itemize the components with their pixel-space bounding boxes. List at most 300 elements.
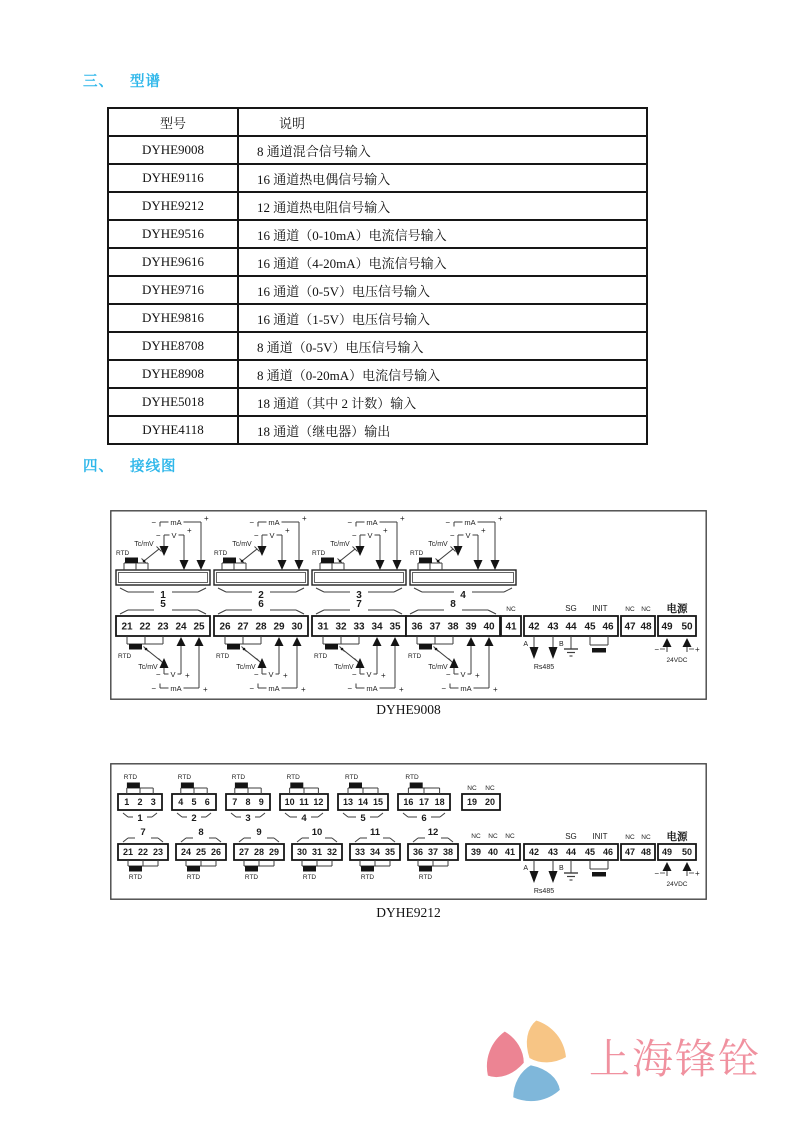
- svg-text:12: 12: [313, 797, 324, 808]
- description-cell: 18 通道（继电器）输出: [238, 416, 647, 444]
- svg-text:37: 37: [429, 621, 441, 633]
- terminal-box: [234, 844, 284, 860]
- svg-text:35: 35: [384, 847, 396, 858]
- logo-petal: [526, 1020, 567, 1063]
- svg-text:5: 5: [160, 599, 166, 610]
- model-table: [107, 107, 648, 445]
- svg-text:+: +: [475, 671, 480, 680]
- svg-text:32: 32: [326, 847, 338, 858]
- svg-text:1: 1: [160, 590, 166, 601]
- svg-text:2: 2: [137, 797, 143, 808]
- svg-text:3: 3: [245, 813, 251, 824]
- svg-text:−: −: [151, 518, 156, 527]
- model-cell: DYHE9816: [108, 304, 238, 332]
- svg-text:NC: NC: [625, 606, 635, 613]
- table-row: [108, 248, 647, 276]
- svg-text:24VDC: 24VDC: [666, 881, 688, 888]
- svg-text:+: +: [481, 526, 486, 535]
- svg-text:3: 3: [150, 797, 156, 808]
- terminal-box: [292, 844, 342, 860]
- svg-text:−: −: [347, 518, 352, 527]
- model-cell: DYHE9008: [108, 136, 238, 164]
- svg-text:6: 6: [421, 813, 427, 824]
- svg-text:22: 22: [139, 621, 151, 633]
- svg-text:−: −: [449, 531, 455, 540]
- svg-text:−: −: [445, 518, 450, 527]
- description-cell: 16 通道（0-10mA）电流信号输入: [238, 220, 647, 248]
- terminal-box: [338, 794, 388, 810]
- svg-text:+: +: [493, 685, 498, 694]
- svg-text:Tc/mV: Tc/mV: [134, 541, 154, 548]
- svg-text:−: −: [253, 670, 259, 679]
- terminal-box: [466, 844, 520, 860]
- svg-text:+: +: [498, 514, 503, 523]
- svg-text:43: 43: [547, 847, 559, 858]
- svg-text:24: 24: [180, 847, 192, 858]
- svg-text:34: 34: [371, 621, 383, 633]
- svg-text:21: 21: [122, 847, 134, 858]
- terminal-box: [524, 844, 618, 860]
- svg-text:+: +: [204, 514, 209, 523]
- description-cell: 16 通道（1-5V）电压信号输入: [238, 304, 647, 332]
- svg-text:B: B: [559, 865, 564, 872]
- section-3-title: 型谱: [130, 74, 161, 90]
- svg-text:电源: 电源: [666, 603, 688, 615]
- svg-text:RTD: RTD: [116, 550, 130, 557]
- svg-text:41: 41: [505, 621, 517, 633]
- svg-text:22: 22: [137, 847, 149, 858]
- svg-text:42: 42: [528, 621, 540, 633]
- svg-text:41: 41: [504, 847, 516, 858]
- terminal-box: [621, 844, 655, 860]
- description-cell: 12 通道热电阻信号输入: [238, 192, 647, 220]
- svg-text:40: 40: [487, 847, 499, 858]
- terminal-box: [116, 616, 210, 636]
- svg-text:RTD: RTD: [405, 774, 419, 781]
- svg-text:49: 49: [661, 621, 673, 633]
- model-cell: DYHE8708: [108, 332, 238, 360]
- svg-text:mA: mA: [366, 518, 378, 527]
- svg-text:35: 35: [389, 621, 401, 633]
- table-row: [108, 388, 647, 416]
- terminal-box: [524, 616, 618, 636]
- svg-text:47: 47: [624, 621, 636, 633]
- svg-text:NC: NC: [625, 834, 635, 841]
- svg-text:26: 26: [219, 621, 231, 633]
- svg-text:19: 19: [466, 797, 478, 808]
- svg-text:33: 33: [354, 847, 366, 858]
- svg-text:31: 31: [317, 621, 329, 633]
- section-4-heading: [83, 455, 177, 476]
- svg-text:10: 10: [311, 827, 323, 838]
- svg-text:+: +: [283, 671, 288, 680]
- svg-text:mA: mA: [464, 518, 476, 527]
- terminal-box: [658, 844, 696, 860]
- svg-text:RTD: RTD: [345, 774, 359, 781]
- svg-text:mA: mA: [268, 518, 280, 527]
- terminal-box: [118, 844, 168, 860]
- svg-text:6: 6: [258, 599, 264, 610]
- terminal-box: [172, 794, 216, 810]
- terminal-box: [226, 794, 270, 810]
- svg-text:45: 45: [584, 847, 596, 858]
- svg-text:2: 2: [258, 590, 264, 601]
- svg-text:2: 2: [191, 813, 197, 824]
- svg-text:45: 45: [584, 621, 596, 633]
- terminal-box: [658, 616, 696, 636]
- svg-text:28: 28: [255, 621, 267, 633]
- svg-text:Tc/mV: Tc/mV: [236, 664, 256, 671]
- table-row: [108, 220, 647, 248]
- svg-text:RTD: RTD: [231, 774, 246, 781]
- svg-text:V: V: [460, 670, 466, 679]
- svg-text:NC: NC: [641, 834, 651, 841]
- svg-text:12: 12: [427, 827, 439, 838]
- svg-text:RTD: RTD: [410, 550, 424, 557]
- svg-text:−: −: [654, 645, 659, 654]
- model-cell: DYHE9516: [108, 220, 238, 248]
- section-4-number: 四、: [83, 459, 114, 475]
- channel-group-top-4: [410, 514, 516, 601]
- svg-text:46: 46: [602, 847, 614, 858]
- svg-text:−: −: [155, 531, 161, 540]
- svg-text:−: −: [351, 531, 357, 540]
- svg-text:42: 42: [528, 847, 540, 858]
- svg-text:18: 18: [434, 797, 445, 808]
- rtd-channel-group-9: [234, 827, 284, 881]
- rtd-channel-group-10: [292, 827, 342, 881]
- model-cell: DYHE8908: [108, 360, 238, 388]
- svg-text:4: 4: [460, 590, 466, 601]
- svg-text:+: +: [381, 671, 386, 680]
- svg-text:Rs485: Rs485: [533, 888, 555, 895]
- svg-text:25: 25: [195, 847, 207, 858]
- svg-text:mA: mA: [170, 518, 182, 527]
- terminal-box: [462, 794, 500, 810]
- section-4-title: 接线图: [130, 459, 177, 475]
- svg-text:38: 38: [442, 847, 454, 858]
- svg-text:+: +: [400, 514, 405, 523]
- svg-text:RTD: RTD: [118, 653, 132, 660]
- terminal-box: [408, 844, 458, 860]
- svg-text:−: −: [151, 684, 156, 693]
- svg-text:9: 9: [258, 797, 264, 808]
- svg-text:7: 7: [232, 797, 238, 808]
- terminal-box: [350, 844, 400, 860]
- svg-text:10: 10: [284, 797, 295, 808]
- rtd-channel-group-4: [280, 774, 328, 824]
- section-3-heading: [83, 70, 161, 91]
- svg-text:A: A: [523, 865, 528, 872]
- svg-text:INIT: INIT: [592, 604, 608, 613]
- svg-text:Tc/mV: Tc/mV: [232, 541, 252, 548]
- svg-text:NC: NC: [506, 606, 516, 613]
- svg-text:−: −: [249, 684, 254, 693]
- description-cell: 8 通道（0-20mA）电流信号输入: [238, 360, 647, 388]
- svg-text:24: 24: [175, 621, 187, 633]
- svg-text:44: 44: [565, 621, 577, 633]
- rtd-channel-group-12: [408, 827, 458, 881]
- rtd-channel-group-5: [338, 774, 388, 824]
- svg-text:50: 50: [681, 621, 693, 633]
- svg-text:B: B: [559, 641, 564, 648]
- terminal-box: [312, 616, 406, 636]
- svg-text:11: 11: [299, 797, 309, 808]
- svg-text:26: 26: [210, 847, 222, 858]
- rtd-channel-group-11: [350, 827, 400, 881]
- model-cell: DYHE9716: [108, 276, 238, 304]
- svg-text:RTD: RTD: [186, 874, 201, 881]
- svg-text:RTD: RTD: [408, 653, 422, 660]
- table-row: [108, 192, 647, 220]
- svg-text:电源: 电源: [666, 831, 688, 843]
- terminal-box: [501, 616, 521, 636]
- svg-text:mA: mA: [268, 684, 280, 693]
- model-cell: DYHE9616: [108, 248, 238, 276]
- svg-text:37: 37: [427, 847, 439, 858]
- description-cell: 16 通道（0-5V）电压信号输入: [238, 276, 647, 304]
- table-row: [108, 304, 647, 332]
- model-cell: DYHE5018: [108, 388, 238, 416]
- svg-text:9: 9: [256, 827, 262, 838]
- svg-text:V: V: [171, 531, 177, 540]
- svg-text:Tc/mV: Tc/mV: [428, 664, 448, 671]
- terminal-box: [176, 844, 226, 860]
- svg-text:7: 7: [356, 599, 362, 610]
- svg-text:RTD: RTD: [214, 550, 228, 557]
- rtd-channel-group-3: [226, 774, 270, 824]
- svg-text:20: 20: [484, 797, 496, 808]
- rtd-channel-group-7: [118, 827, 168, 881]
- svg-text:V: V: [170, 670, 176, 679]
- svg-text:−: −: [155, 670, 161, 679]
- svg-text:+: +: [187, 526, 192, 535]
- svg-text:1: 1: [137, 813, 143, 824]
- svg-text:−: −: [351, 670, 357, 679]
- svg-text:30: 30: [296, 847, 308, 858]
- svg-text:39: 39: [470, 847, 482, 858]
- svg-text:−: −: [441, 684, 446, 693]
- svg-text:30: 30: [291, 621, 303, 633]
- svg-text:RTD: RTD: [302, 874, 317, 881]
- svg-text:V: V: [465, 531, 471, 540]
- svg-text:21: 21: [121, 621, 133, 633]
- channel-group-top-1: [116, 514, 210, 601]
- terminal-box: [214, 616, 308, 636]
- description-cell: 8 通道混合信号输入: [238, 136, 647, 164]
- svg-text:11: 11: [369, 827, 381, 838]
- svg-text:−: −: [654, 869, 659, 878]
- terminal-box: [406, 616, 500, 636]
- section-3-number: 三、: [83, 74, 114, 90]
- channel-group-top-3: [312, 514, 406, 601]
- svg-text:29: 29: [273, 621, 285, 633]
- rtd-channel-group-2: [172, 774, 216, 824]
- svg-text:mA: mA: [366, 684, 378, 693]
- svg-text:50: 50: [681, 847, 693, 858]
- description-cell: 16 通道（4-20mA）电流信号输入: [238, 248, 647, 276]
- svg-text:RTD: RTD: [314, 653, 328, 660]
- wiring-diagram-dyhe9008: [110, 510, 707, 700]
- svg-text:24VDC: 24VDC: [666, 657, 688, 664]
- model-cell: DYHE9116: [108, 164, 238, 192]
- svg-text:7: 7: [140, 827, 146, 838]
- svg-text:mA: mA: [460, 684, 472, 693]
- svg-text:8: 8: [245, 797, 251, 808]
- table-header-row: [108, 108, 647, 136]
- diagram-1-caption: DYHE9008: [376, 702, 441, 717]
- wiring-diagram-dyhe9212: [110, 763, 707, 900]
- svg-text:NC: NC: [467, 785, 477, 792]
- svg-text:29: 29: [268, 847, 280, 858]
- svg-text:27: 27: [237, 621, 249, 633]
- svg-text:Tc/mV: Tc/mV: [334, 664, 354, 671]
- svg-text:+: +: [302, 514, 307, 523]
- svg-text:V: V: [268, 670, 274, 679]
- svg-text:31: 31: [311, 847, 323, 858]
- svg-text:+: +: [383, 526, 388, 535]
- company-name: 上海锋铨: [589, 1036, 761, 1082]
- channel-group-bottom-8: [406, 599, 500, 694]
- svg-text:RTD: RTD: [128, 874, 143, 881]
- svg-text:+: +: [695, 645, 700, 654]
- svg-text:Tc/mV: Tc/mV: [330, 541, 350, 548]
- svg-text:13: 13: [342, 797, 354, 808]
- svg-text:25: 25: [193, 621, 205, 633]
- description-cell: 8 通道（0-5V）电压信号输入: [238, 332, 647, 360]
- company-pinwheel-logo-icon: [477, 1017, 579, 1107]
- svg-text:23: 23: [157, 621, 169, 633]
- diagram-2-caption: DYHE9212: [376, 905, 441, 920]
- svg-text:5: 5: [191, 797, 197, 808]
- table-row: [108, 332, 647, 360]
- svg-text:−: −: [249, 518, 254, 527]
- svg-text:36: 36: [412, 847, 424, 858]
- table-row: [108, 276, 647, 304]
- channel-group-top-2: [214, 514, 308, 601]
- channel-group-bottom-6: [214, 599, 308, 694]
- svg-text:NC: NC: [471, 833, 481, 840]
- rtd-channel-group-8: [176, 827, 226, 881]
- comm-power-section: [523, 602, 700, 671]
- svg-text:RTD: RTD: [177, 774, 192, 781]
- rtd-channel-group-6: [398, 774, 450, 824]
- description-column-header: 说明: [238, 108, 647, 136]
- svg-text:NC: NC: [505, 833, 515, 840]
- table-row: [108, 164, 647, 192]
- svg-text:36: 36: [411, 621, 423, 633]
- svg-text:28: 28: [253, 847, 265, 858]
- svg-text:27: 27: [238, 847, 250, 858]
- svg-text:V: V: [366, 670, 372, 679]
- svg-text:48: 48: [640, 847, 652, 858]
- svg-text:Tc/mV: Tc/mV: [428, 541, 448, 548]
- svg-text:SG: SG: [565, 832, 577, 841]
- svg-text:32: 32: [335, 621, 347, 633]
- table-row: [108, 416, 647, 444]
- terminal-box: [280, 794, 328, 810]
- svg-text:NC: NC: [485, 785, 495, 792]
- svg-text:43: 43: [547, 621, 559, 633]
- svg-text:15: 15: [372, 797, 384, 808]
- model-cell: DYHE9212: [108, 192, 238, 220]
- svg-text:3: 3: [356, 590, 362, 601]
- svg-text:A: A: [523, 641, 528, 648]
- svg-text:33: 33: [353, 621, 365, 633]
- terminal-box: [398, 794, 450, 810]
- svg-text:4: 4: [178, 797, 184, 808]
- svg-text:INIT: INIT: [592, 832, 608, 841]
- rtd-channel-group-1: [118, 774, 162, 824]
- svg-text:−: −: [253, 531, 259, 540]
- svg-text:SG: SG: [565, 604, 577, 613]
- svg-text:4: 4: [301, 813, 307, 824]
- svg-text:NC: NC: [641, 606, 651, 613]
- svg-text:48: 48: [640, 621, 652, 633]
- svg-text:47: 47: [624, 847, 636, 858]
- svg-text:+: +: [203, 685, 208, 694]
- table-row: [108, 136, 647, 164]
- svg-text:+: +: [695, 869, 700, 878]
- svg-text:RTD: RTD: [216, 653, 230, 660]
- svg-text:5: 5: [360, 813, 366, 824]
- terminal-box: [621, 616, 655, 636]
- svg-text:Rs485: Rs485: [533, 664, 555, 671]
- svg-text:+: +: [399, 685, 404, 694]
- svg-text:49: 49: [661, 847, 673, 858]
- terminal-box: [118, 794, 162, 810]
- svg-text:1: 1: [124, 797, 130, 808]
- svg-text:RTD: RTD: [418, 874, 433, 881]
- svg-text:40: 40: [483, 621, 495, 633]
- channel-group-bottom-7: [312, 599, 406, 694]
- svg-text:39: 39: [465, 621, 477, 633]
- svg-text:mA: mA: [170, 684, 182, 693]
- svg-text:RTD: RTD: [360, 874, 375, 881]
- svg-text:34: 34: [369, 847, 381, 858]
- svg-text:RTD: RTD: [123, 774, 138, 781]
- svg-text:38: 38: [447, 621, 459, 633]
- model-cell: DYHE4118: [108, 416, 238, 444]
- svg-text:NC: NC: [488, 833, 498, 840]
- svg-text:RTD: RTD: [286, 774, 300, 781]
- channel-group-bottom-5: [116, 599, 210, 694]
- svg-text:Tc/mV: Tc/mV: [138, 664, 158, 671]
- comm-power-section: [523, 830, 700, 895]
- table-row: [108, 360, 647, 388]
- svg-text:+: +: [285, 526, 290, 535]
- svg-text:46: 46: [602, 621, 614, 633]
- svg-text:RTD: RTD: [244, 874, 259, 881]
- svg-text:8: 8: [450, 599, 456, 610]
- svg-text:14: 14: [357, 797, 369, 808]
- model-column-header: 型号: [108, 108, 238, 136]
- description-cell: 16 通道热电偶信号输入: [238, 164, 647, 192]
- description-cell: 18 通道（其中 2 计数）输入: [238, 388, 647, 416]
- svg-text:6: 6: [204, 797, 210, 808]
- svg-text:−: −: [445, 670, 451, 679]
- svg-text:23: 23: [152, 847, 164, 858]
- svg-text:44: 44: [565, 847, 577, 858]
- svg-text:−: −: [347, 684, 352, 693]
- svg-text:+: +: [301, 685, 306, 694]
- svg-text:+: +: [185, 671, 190, 680]
- svg-text:16: 16: [403, 797, 414, 808]
- svg-text:8: 8: [198, 827, 204, 838]
- svg-text:17: 17: [418, 797, 430, 808]
- svg-text:V: V: [367, 531, 373, 540]
- svg-text:V: V: [269, 531, 275, 540]
